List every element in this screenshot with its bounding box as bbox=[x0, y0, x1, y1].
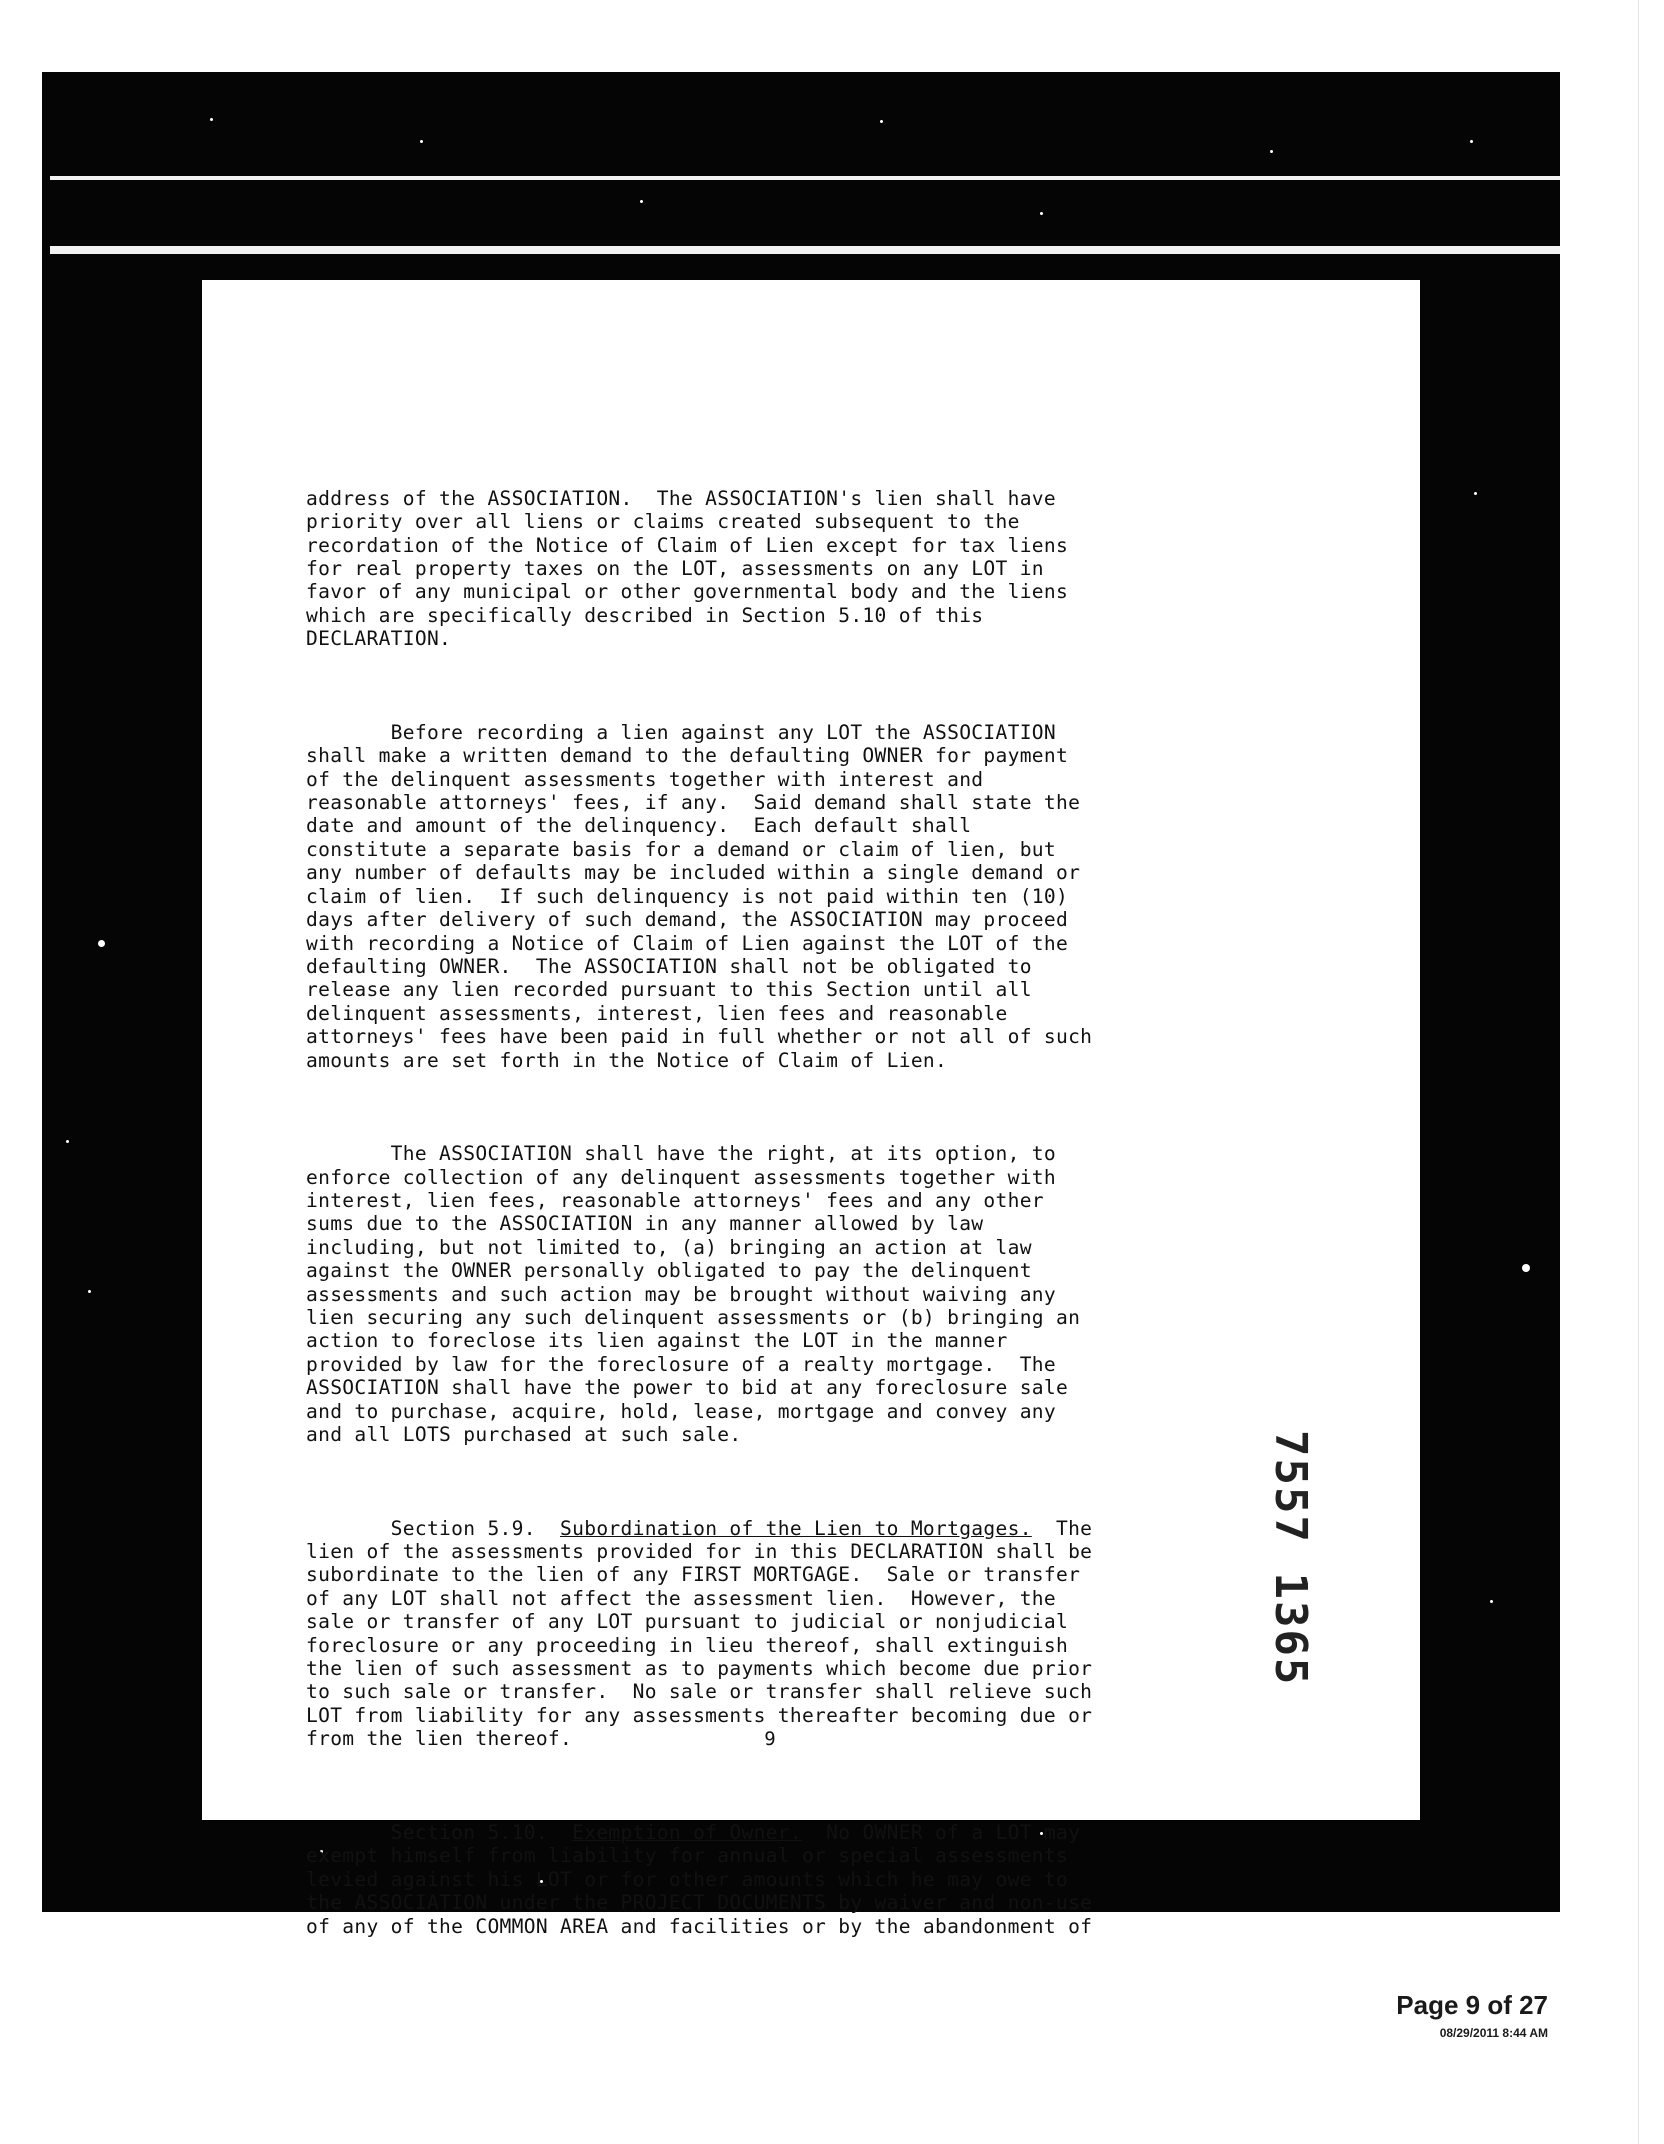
text-line: reasonable attorneys' fees, if any. Said demand shall state the bbox=[306, 791, 1081, 815]
section-heading: Exemption of Owner. bbox=[572, 1820, 802, 1844]
text-line: assessments and such action may be brought without waiving any bbox=[306, 1282, 1056, 1306]
text-line: favor of any municipal or other governmental body and the liens bbox=[306, 580, 1069, 604]
text-line: days after delivery of such demand, the ASSOCIATION may proceed bbox=[306, 908, 1069, 932]
scan-band-line bbox=[50, 176, 1560, 180]
paragraph-written-demand bbox=[306, 721, 1246, 1072]
text-line: against the OWNER personally obligated to pay the delinquent bbox=[306, 1259, 1032, 1283]
text-line: of any of the COMMON AREA and facilities or by the abandonment of bbox=[306, 1914, 1093, 1938]
text-line: subordinate to the lien of any FIRST MORTGAGE. Sale or transfer bbox=[306, 1563, 1081, 1587]
text-line: the lien of such assessment as to payments which become due prior bbox=[306, 1657, 1093, 1681]
page-number: 9 bbox=[764, 1728, 776, 1750]
page-counter: Page 9 of 27 bbox=[1396, 1990, 1548, 2020]
text-line: shall make a written demand to the defaulting OWNER for payment bbox=[306, 744, 1069, 768]
text-line: enforce collection of any delinquent assessments together with bbox=[306, 1165, 1056, 1189]
text-line: exempt himself from liability for annual or special assessments bbox=[306, 1844, 1069, 1868]
text-line: amounts are set forth in the Notice of Claim of Lien. bbox=[306, 1048, 948, 1072]
text-line: lien securing any such delinquent assessments or (b) bringing an bbox=[306, 1306, 1081, 1329]
text-line: to such sale or transfer. No sale or transfer shall relieve such bbox=[306, 1680, 1093, 1704]
recording-stamp bbox=[1256, 1430, 1336, 1687]
text-line: attorneys' fees have been paid in full whether or not all of such bbox=[306, 1025, 1093, 1049]
text-line: for real property taxes on the LOT, assessments on any LOT in bbox=[306, 557, 1044, 581]
section-lead: Section 5.9. bbox=[306, 1516, 561, 1540]
text-line: claim of lien. If such delinquency is not paid within ten (10) bbox=[306, 884, 1069, 908]
text-line: release any lien recorded pursuant to this Section until all bbox=[306, 978, 1032, 1002]
text-line: foreclosure or any proceeding in lieu thereof, shall extinguish bbox=[306, 1633, 1069, 1657]
text-line: lien of the assessments provided for in this DECLARATION shall be bbox=[306, 1540, 1093, 1564]
text-line: DECLARATION. bbox=[306, 627, 452, 651]
text-line: of any LOT shall not affect the assessment lien. However, the bbox=[306, 1586, 1056, 1610]
text-line: action to foreclose its lien against the LOT in the manner bbox=[306, 1329, 1008, 1353]
paragraph-enforce-collection bbox=[306, 1142, 1246, 1446]
text-line: and all LOTS purchased at such sale. bbox=[306, 1423, 742, 1447]
text-line: The bbox=[1031, 1516, 1093, 1540]
section-heading: Subordination of the Lien to Mortgages. bbox=[560, 1516, 1032, 1540]
text-line: sums due to the ASSOCIATION in any manner allowed by law bbox=[306, 1212, 984, 1236]
text-line: levied against his LOT or for other amounts which he may owe to bbox=[306, 1867, 1069, 1891]
section-5-10 bbox=[306, 1821, 1246, 1938]
text-line: of the delinquent assessments together with interest and bbox=[306, 767, 984, 791]
text-line: constitute a separate basis for a demand or claim of lien, but bbox=[306, 837, 1056, 861]
text-line: date and amount of the delinquency. Each default shall bbox=[306, 814, 972, 838]
text-line: priority over all liens or claims created subsequent to the bbox=[306, 510, 1020, 534]
text-line: including, but not limited to, (a) bringing an action at law bbox=[306, 1235, 1032, 1259]
text-line: with recording a Notice of Claim of Lien against the LOT of the bbox=[306, 931, 1069, 955]
text-line: address of the ASSOCIATION. The ASSOCIATION's lien shall have bbox=[306, 486, 1056, 510]
print-timestamp: 08/29/2011 8:44 AM bbox=[1439, 2026, 1548, 2040]
section-lead: Section 5.10. bbox=[306, 1820, 573, 1844]
text-line: delinquent assessments, interest, lien fees and reasonable bbox=[306, 1001, 1008, 1025]
text-line: No OWNER of a LOT may bbox=[801, 1820, 1081, 1844]
recording-stamp-text: 7557 1365 bbox=[1265, 1430, 1316, 1687]
section-5-9 bbox=[306, 1517, 1246, 1751]
page-edge-line bbox=[1638, 0, 1639, 2144]
text-line: Before recording a lien against any LOT the ASSOCIATION bbox=[306, 720, 1056, 744]
text-line: which are specifically described in Section 5.10 of this bbox=[306, 603, 984, 627]
text-line: from the lien thereof. bbox=[306, 1727, 573, 1751]
text-line: LOT from liability for any assessments thereafter becoming due or bbox=[306, 1703, 1093, 1727]
text-line: ASSOCIATION shall have the power to bid at any foreclosure sale bbox=[306, 1376, 1069, 1400]
text-line: defaulting OWNER. The ASSOCIATION shall not be obligated to bbox=[306, 954, 1032, 978]
scan-band-line bbox=[50, 246, 1560, 254]
paragraph-lien-priority bbox=[306, 487, 1246, 651]
text-line: the ASSOCIATION under the PROJECT DOCUMENTS by waiver and non-use bbox=[306, 1891, 1093, 1915]
text-line: interest, lien fees, reasonable attorneys' fees and any other bbox=[306, 1188, 1044, 1212]
text-line: any number of defaults may be included within a single demand or bbox=[306, 861, 1081, 885]
text-line: recordation of the Notice of Claim of Lien except for tax liens bbox=[306, 533, 1069, 557]
text-line: sale or transfer of any LOT pursuant to judicial or nonjudicial bbox=[306, 1610, 1069, 1634]
text-line: The ASSOCIATION shall have the right, at its option, to bbox=[306, 1142, 1056, 1166]
text-line: provided by law for the foreclosure of a realty mortgage. The bbox=[306, 1352, 1056, 1376]
text-line: and to purchase, acquire, hold, lease, mortgage and convey any bbox=[306, 1399, 1056, 1423]
